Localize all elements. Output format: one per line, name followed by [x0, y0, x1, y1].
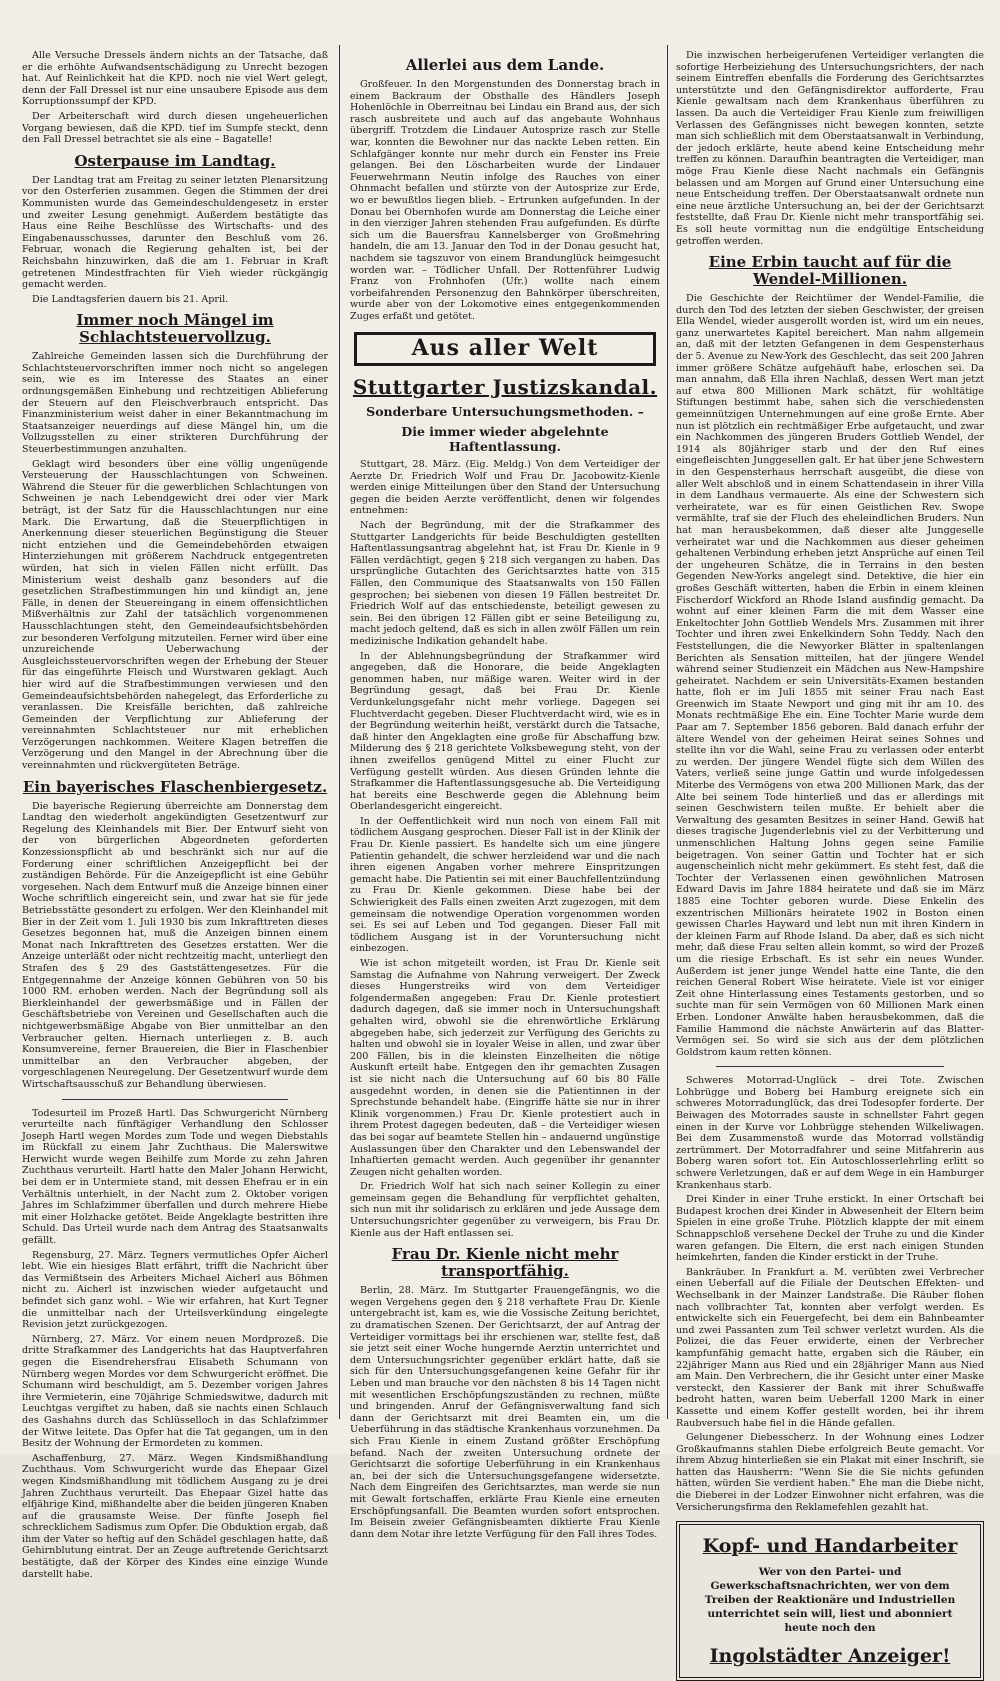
column-left — [22, 50, 328, 1580]
headline: Allerlei aus dem Lande. — [405, 56, 605, 74]
article-paragraph: Die Landtagsferien dauern bis 21. April. — [32, 293, 229, 305]
article-paragraph: Stuttgart, 28. März. (Eig. Meldg.) Von dem Verteidiger der Aerzte Dr. Friedrich Wolf und Frau Dr. Jacobowitz-Kienle werden einige Mitteilungen über den Stand der Untersuchung gegen die beiden Aerzte veröffentlicht, denen wir folgendes entnehmen: — [350, 459, 660, 517]
article-paragraph: Berlin, 28. März. Im Stuttgarter Frauengefängnis, wo die wegen Vergehens gegen den § 218 verhaftete Frau Dr. Kienle untergebracht ist, kam es, wie die Vossische Zeitung berichtet, zu dramatischen Szenen. Der Gerichtsarzt, der auf Antrag der Verteidiger vormittags bei ihr erschienen war, stellte fest, daß sie jetzt seit einer Woche hungernde Aerztin unterrichtet und dem Untersuchungsrichter gegenüber erklärt hatte, daß sie sich für den Untersuchungsgefangenen keine Gefahr für ihr Leben und man brauche vor den nächsten 8 bis 14 Tagen nicht mit wesentlichen Erschöpfungszuständen zu rechnen, müßte und bringenden. Anruf der Gefängnisverwaltung fand sich dann der Gerichtsarzt mit drei Beamten ein, um die Ueberführung in das städtische Krankenhaus vorzunehmen. Da sich Frau Kienle in einem Zustand größter Erschöpfung befand. Nach der zweiten Untersuchung ordnete der Gerichtsarzt die sofortige Ueberführung in ein Krankenhaus an, bei der sich die Untersuchungsgefangene widersetzte. Nach dem Eingreifen des Gerichtsarztes, man werde sie nun mit Gewalt fortschaffen, erklärte Frau Kienle eine erneuten Erschöpfungsanfall. Die Beamten wurden sofort entsprochen. Im Beisein zweier Gefängnisbeamten diktierte Frau Kienle dann dem Notar ihre letzte Verfügung für den Fall ihres Todes. — [350, 1285, 660, 1540]
article-paragraph: Die Geschichte der Reichtümer der Wendel-Familie, die durch den Tod des letzten der sieben Geschwister, der greisen Ella Wendel, wieder ausgerollt worden ist, wird um ein neues, ganz unerwartetes Kapitel bereichert. Man nahm allgemein an, daß mit der letzten Gefangenen in dem Gespensterhaus der 5. Avenue zu New-York des Geschlecht, das seit 200 Jahren immer größere Schätze aufgehäuft habe, erloschen sei. Da man annahm, daß Ella ihren Nachlaß, dessen Wert man jetzt auf etwa 800 Millionen Mark schätzt, für wohltätige Stiftungen bestimmt habe, sahen sich die verschiedensten gemeinnützigen Unternehmungen auf eine große Ernte. Aber nun ist plötzlich ein rechtmäßiger Erbe aufgetaucht, und zwar ein Nachkommen des jüngeren Bruders Gottlieb Wendel, der 1914 als 80jähriger starb und der den Ruf eines eingefleischten Junggesellen galt. Er hat über jene Schwestern in den Gespensterhaus herrschaft ausgeübt, die diese von aller Welt abschloß und in einem Schattendasein in ihrer Villa in dem Landhaus vermauerte. Als eine der Schwestern sich verheiratete, war es für einen Geistlichen Rev. Swope vermählte, traf sie der Fluch des eheleindlichen Bruders. Nun hat man herausbekommen, daß dieser alte Junggeselle verheiratet war und die Nachkommen aus dieser geheimen gehaltenen Verbindung erheben jetzt Ansprüche auf einen Teil der ungeheuren Schätze, die in Terrains in den besten Gegenden New-Yorks angelegt sind. Detektive, die hier ein großes Geschäft witterten, haben die Erbin in einem kleinen Fischerdorf Wickford an Rhode Island ausfindig gemacht. Da wohnt auf einer kleinen Farm die mit dem Wasser eine Enkeltochter John Gottlieb Wendels Mrs. Zusammen mit ihrer Tochter und ihren zwei Enkelkindern Sohn Teddy. Nach den Feststellungen, die die Newyorker Blätter in spaltenlangen Berichten als Sensation mitteilen, hat der jüngere Wendel während seiner Studienzeit ein Mädchen aus New-Hampshire geheiratet. Nachdem er sein Universitäts-Examen bestanden hatte, floh er im Juli 1855 mit seiner Frau nach East Greenwich im Staate Newport und ging mit ihr am 10. des Monats rechtmäßige Ehe ein. Eine Tochter Marie wurde dem Paar am 7. September 1856 geboren. Bald danach erfuhr der ältere Wendel von der geheimen Heirat seines Sohnes und stellte ihn vor die Wahl, seine Frau zu verlassen oder enterbt zu werden. Der jüngere Wendel fügte sich dem Willen des Vaters, verließ seine junge Gattin und wurde infolgedessen Miterbe des Vermögens von etwa 200 Millionen Mark, das der Alte bei seinem Tode hinterließ und das er allerdings mit seinen Geschwistern teilen mußte. Er behielt aber die Verwaltung des gesamten Besitzes in seiner Hand. Gewiß hat dieses tragische Jugenderlebnis viel zu der Verbitterung und unmenschlichen Haltung Johns gegen seine Familie beigetragen. Von seiner Gattin und Tochter hat er sich augenscheinlich nicht mehr gekümmert. Es steht fest, daß die Tochter der Verlassenen einen gewöhnlichen Matrosen Edward Davis im Jahre 1884 heiratete und daß sie im März 1885 eine Tochter geboren wurde. Diese Enkelin des exzentrischen Millionärs heiratete 1902 in Boston einen gewissen Charles Hayward und lebt nun mit ihren Kindern in der kleinen Farm auf Rhode Island. Da aber, daß es sich nicht mehr, daß diese Frau selten allein kommt, so wird der Prozeß um die riesige Erbschaft. Es ist sehr ein neues Wunder. Außerdem ist jener junge Wendel hatte eine Tante, die den reichen General Robert Wise heiratete. Viele ist vor einiger Zeit ohne Hinterlassung eines Testaments gestorben, und so suchte man für sein Vermögen von 60 Millionen Mark einen Erben. Londoner Anwälte haben herausbekommen, daß die Familie Hammond die nächste Anwärterin auf das Blatter-Vermögen sei. So wird sie sich aus der dem plötzlichen Goldstrom kaum retten können. — [676, 293, 984, 1058]
subheadline: Sonderbare Untersuchungsmethoden. – — [366, 404, 644, 420]
column-middle — [350, 50, 660, 1540]
article-paragraph: Regensburg, 27. März. Tegners vermutliches Opfer Aicherl lebt. Wie ein hiesiges Blatt erfährt, trifft die Nachricht über das Vermißtsein des Arbeiters Michael Aicherl aus Böhmen nicht zu. Aicherl ist inzwischen wieder aufgetaucht und befindet sich ganz wohl. – Wie wir erfahren, hat Kurt Tegner die unmittelbar nach der Urteilsverkündung eingelegte Revision jetzt zurückgezogen. — [22, 1249, 328, 1331]
headline: Osterpause im Landtag. — [74, 151, 276, 170]
article-paragraph: In der Ablehnungsbegründung der Strafkammer wird angegeben, daß die Honorare, die beide Angeklagten genommen haben, nur mäßige waren. Weiter wird in der Begründung gesagt, daß bei Frau Dr. Kienle Verdunkelungsgefahr nicht mehr vorliege. Dagegen sei Fluchtverdacht gegeben. Dieser Fluchtverdacht wird, wie es in der Begründung weiterhin heißt, verstärkt durch die Tatsache, daß hinter den Angeklagten eine große für Abschaffung bzw. Milderung des § 218 gerichtete Volksbewegung steht, von der ihnen zweifellos genügend Mittel zu einer Flucht zur Verfügung gestellt würden. Aus diesen Gründen lehnte die Strafkammer die Haftentlassungsgesuche ab. Die Verteidigung hat bereits eine Beschwerde gegen die Ablehnung beim Oberlandesgericht eingereicht. — [350, 650, 660, 813]
ad-newspaper-name: Ingolstädter Anzeiger! — [709, 1645, 951, 1668]
article-paragraph: Die bayerische Regierung überreichte am Donnerstag dem Landtag den wiederholt angekündigten Gesetzentwurf zur Regelung des Kleinhandels mit Bier. Der Entwurf sieht von der von bürgerlichen Abgeordneten geforderten Konzessionspflicht ab und beschränkt sich nur auf die Forderung einer schriftlichen Anzeigepflicht bei der zuständigen Behörde. Für die Anzeigepflicht ist eine Gebühr vorgesehen. Nach dem Entwurf muß die Anzeige binnen einer Woche schriftlich eingereicht sein, und zwar hat sie für jede Betriebsstätte gesondert zu erfolgen. Wer den Kleinhandel mit Bier in der Zeit vom 1. Juli 1930 bis zum Inkrafttreten dieses Gesetzes begonnen hat, muß die Anzeigen binnen einem Monat nach Inkrafttreten des Gesetzes erstatten. Wer die Anzeige unterläßt oder nicht rechtzeitig macht, unterliegt den Strafen des § 29 des Gaststättengesetzes. Für die Entgegennahme der Anzeige können Gebühren von 50 bis 1000 RM. erhoben werden. Nach der Begründung soll als Bierkleinhandel der gewerbsmäßige und in Fällen der Geschäftsbetriebe von Vereinen und Gesellschaften auch die nichtgewerbsmäßige Abgabe von Bier unmittelbar an den Verbraucher gelten. Hiernach unterliegen z. B. auch Konsumvereine, ferner Brauereien, die Bier in Flaschenbier unmittelbar an den Verbraucher abgeben, der vorgeschlagenen Neuregelung. Der Gesetzentwurf wurde dem Wirtschaftsausschuß zur Behandlung überwiesen. — [22, 800, 328, 1090]
column-rule — [667, 45, 668, 1419]
article-paragraph: Die inzwischen herbeigerufenen Verteidiger verlangten die sofortige Herbeiziehung des Untersuchungsrichters, der nach seinem Eintreffen ebenfalls die Forderung des Gerichtsarztes unterstützte und den Gefängnisdirektor aufforderte, Frau Kienle gewaltsam nach dem Krankenhaus überführen zu lassen. Da auch die Verteidiger Frau Kienle zum freiwilligen Verlassen des Gefängnisses nicht bewegen konnten, setzte man sich schließlich mit dem Oberstaatsanwalt in Verbindung, der jedoch erklärte, heute abend keine Entscheidung mehr treffen zu können. Daraufhin beantragten die Verteidiger, man möge Frau Kienle diese Nacht nachmals ein Gefängnis belassen und am Morgen auf Grund einer Untersuchung eine neue Entscheidung treffen. Der Oberstaatsanwalt ordnete nun eine neue ärztliche Untersuchung an, bei der der Gerichtsarzt feststellte, daß Frau Dr. Kienle nicht mehr transportfähig sei. Es soll heute vormittag nun die endgültige Entscheidung getroffen werden. — [676, 50, 984, 247]
headline: Frau Dr. Kienle nicht mehr transportfähig. — [391, 1245, 619, 1281]
column-rule — [339, 45, 340, 1419]
article-paragraph: Gelungener Diebesscherz. In der Wohnung eines Lodzer Großkaufmanns stahlen Diebe erfolgreich Beute gemacht. Vor ihrem Abzug hinterließen sie ein Plakat mit einer Inschrift, sie hatten das Hausherrn: "Wenn Sie die Sie nichts gefunden hätten, würden Sie verdient haben." Ehe man die Diebe nicht, die Dieberei in der Lodzer Einwohner nicht erfahren, was die Versicherungsfirma den Reklamefehlen gezahlt hat. — [676, 1432, 984, 1513]
headline: Ein bayerisches Flaschenbiergesetz. — [22, 777, 328, 796]
article-paragraph: Der Arbeiterschaft wird durch diesen ungeheuerlichen Vorgang bewiesen, daß die KPD. tief im Sumpfe steckt, denn den Fall Dressel betrachtet sie als eine – Bagatelle! — [22, 110, 328, 146]
section-banner: Aus aller Welt — [354, 332, 656, 366]
separator — [62, 1099, 288, 1100]
article-paragraph: Großfeuer. In den Morgenstunden des Donnerstag brach in einem Backraum der Obsthalle des Händlers Joseph Hohenlöchle in Oberreitnau bei Lindau ein Brand aus, der sich rasch ausbreitete und auch auf das angebaute Wohnhaus übergriff. Trotzdem die Lindauer Autosprize rasch zur Stelle war, konnten die Bewohner nur das nackte Leben retten. Ein Schlafgänger konnte nur mehr durch ein Fenster ins Freie gelangen. Bei den Löscharbeiten wurde der Lindauer Feuerwehrmann Neutin infolge des Rauches von einer Ohnmacht befallen und stürzte von der Autosprize zur Erde, wo er bewußtlos liegen blieb. – Ertrunken aufgefunden. In der Donau bei Obernhofen wurde am Donnerstag die Leiche einer in den vierziger Jahren stehenden Frau aufgefunden. Es dürfte sich um die Bauersfrau Kannelsberger von Großmehring handeln, die am 13. Januar den Tod in der Donau gesucht hat, nachdem sie tagszuvor von einem Brandunglück heimgesucht worden war. – Tödlicher Unfall. Der Rottenführer Ludwig Franz von Frohnhofen (Ufr.) wollte nach einem vorbeifahrenden Personenzug den Bahnkörper überschreiten, wurde aber von der Lokomotive eines entgegenkommenden Zuges erfaßt und getötet. — [350, 79, 660, 322]
article-paragraph: Wie ist schon mitgeteilt worden, ist Frau Dr. Kienle seit Samstag die Aufnahme von Nahrung verweigert. Der Zweck dieses Hungerstreiks wird von dem Verteidiger folgendermaßen angegeben: Frau Dr. Kienle protestiert dadurch dagegen, daß sie immer noch in Untersuchungshaft gehalten wird, obwohl sie die ehrenwörtliche Erklärung abgegeben habe, sich jederzeit zur Verfügung des Gerichts zu halten und obwohl sie in loyaler Weise in allen, und zwar über 200 Fällen, bis in die kleinsten Einzelheiten die nötige Auskunft erteilt habe. Entgegen den ihr gemachten Zusagen ist sie nicht nach die Untersuchung auf 60 bis 80 Fälle ausgedehnt worden, in denen sie die Patientinnen in der Sprechstunde behandelt habe. (Eingriffe hätte sie nur in ihrer Klinik vorgenommen.) Frau Dr. Kienle protestiert auch in ihrem Protest dagegen bedeuten, daß – die Verteidiger wiesen das bei sogar auf beamtete Stellen hin – andauernd ungünstige Auslassungen über den Charakter und den Lebenswandel der Inhaftierten gemacht werden. Auch gegenüber ihr genannter Zeugen nicht gehalten worden. — [350, 958, 660, 1178]
article-paragraph: Todesurteil im Prozeß Hartl. Das Schwurgericht Nürnberg verurteilte nach fünftägiger Verhandlung den Schlosser Joseph Hartl wegen Mordes zum Tode und wegen Diebstahls im Rückfall zu einem Jahr Zuchthaus. Die Malerswitwe Herwicht wurde wegen Beihilfe zum Morde zu zehn Jahren Zuchthaus verurteilt. Hartl hatte den Maler Johann Herwicht, bei dem er in Untermiete stand, mit dessen Ehefrau er in ein Verhältnis unterhielt, in der Nacht zum 2. Oktober vorigen Jahres im Schlafzimmer überfallen und durch mehrere Hiebe mit einer Holzhacke getötet. Beide Angeklagte bestritten ihre Schuld. Das Urteil wurde nach dem Antrag des Staatsanwalts gefällt. — [22, 1107, 328, 1247]
article-paragraph: In der Oeffentlichkeit wird nun noch von einem Fall mit tödlichem Ausgang gesprochen. Dieser Fall ist in der Klinik der Frau Dr. Kienle passiert. Es handelte sich um eine jüngere Patientin gehandelt, die schwer herzleidend war und die nach ihren eigenen Angaben vorher mehrere Einspritzungen gemacht habe. Die Patientin sei mit einer Bauchfellentzündung zu Frau Dr. Kienle gekommen. Diese habe bei der Schwierigkeit des Falls einen zweiten Arzt zugezogen, mit dem gemeinsam die notwendige Operation vorgenommen worden sei. Es sei auf Leben und Tod gegangen. Dieser Fall mit tödlichem Ausgang ist in der Voruntersuchung nicht einbezogen. — [350, 815, 660, 955]
headline: Eine Erbin taucht auf für die Wendel-Millionen. — [708, 253, 952, 289]
article-paragraph: Aschaffenburg, 27. März. Wegen Kindsmißhandlung Zuchthaus. Vom Schwurgericht wurde das Ehepaar Gizel wegen Kindsmißhandlung mit tödlichem Ausgang zu je drei Jahren Zuchthaus verurteilt. Das Ehepaar Gizel hatte das elfjährige Kind, mißhandelte aber die beiden jüngeren Knaben auf die grausamste Weise. Der fünfte Joseph fiel schrecklichem Sadismus zum Opfer. Die Obduktion ergab, daß ihm der Vater so heftig auf den Schädel geschlagen hatte, daß Gehirnblutung eintrat. Der an Zeuge auftretende Gerichtsarzt bestätigte, daß der Körper des Kindes eine einzige Wunde darstellt habe. — [22, 1452, 328, 1580]
article-paragraph: Alle Versuche Dressels ändern nichts an der Tatsache, daß er die erhöhte Aufwandsentschädigung zu Unrecht bezogen hat. Auf Reinlichkeit hat die KPD. noch nie viel Wert gelegt, denn der Fall Dressel ist nur eine unsaubere Episode aus dem Korruptionssumpf der KPD. — [22, 50, 328, 108]
article-paragraph: Nach der Begründung, mit der die Strafkammer des Stuttgarter Landgerichts für beide Beschuldigten gestellten Haftentlassungsantrag abgelehnt hat, ist Frau Dr. Kienle in 9 Fällen verdächtigt, gegen § 218 sich vergangen zu haben. Das ursprüngliche Gutachten des Gerichtsarztes hatte von 315 Fällen, den Communique des Staatsanwalts von 150 Fällen gesprochen; bei siebenen von diesen 19 Fällen bestreitet Dr. Friedrich Wolf auf das entschiedenste, beteiligt gewesen zu sein. Bei den übrigen 12 Fällen gibt er seine Beteiligung zu, macht jedoch geltend, daß es sich in allen zwölf Fällen um rein medizinische Indikation gehandelt habe. — [350, 520, 660, 647]
headline: Immer noch Mängel im Schlachtsteuervollzug. — [76, 311, 274, 347]
article-paragraph: Geklagt wird besonders über eine völlig ungenügende Versteuerung der Hausschlachtungen von Schweinen. Während die Steuer für die gewerblichen Schlachtungen von Schweinen je nach Lebendgewicht drei oder vier Mark beträgt, ist der Satz für die Hausschlachtungen nur eine Mark. Die Erwartung, daß die Steuerpflichtigen in Anerkennung dieser steuerlichen Begünstigung die Steuer nicht entziehen und die Gemeindebehörden etwaigen Hinterziehungen mit größerem Nachdruck entgegentreten würden, hat sich in vielen Fällen nicht erfüllt. Das Ministerium weist deshalb ganz besonders auf die gesetzlichen Strafbestimmungen hin und kündigt an, jene Fälle, in denen der Steuereingang in einem offensichtlichen Mißverhältnis zur Zahl der tatsächlich vorgenommenen Hausschlachtungen steht, den Gemeindeaufsichtsbehörden zur besonderen Verfolgung mitzuteilen. Ferner wird über eine unzureichende Ueberwachung der Ausgleichssteuervorschriften wegen der Erhebung der Steuer für das eingeführte Fleisch und Wurstwaren geklagt. Auch hier wird auf die Strafbestimmungen verwiesen und den Gemeindeaufsichtsbehörden nahegelegt, das Erforderliche zu veranlassen. Die Kreisfälle berichten, daß zahlreiche Gemeinden der Verpflichtung zur Ablieferung der vereinnahmten Schlachtsteuer nur mit erheblichen Verzögerungen nachkommen. Weitere Klagen betreffen die Verzögerung und den Mangel in der Abrechnung über die vereinnahmten und rückvergüteten Beträge. — [22, 458, 328, 772]
article-paragraph: Zahlreiche Gemeinden lassen sich die Durchführung der Schlachtsteuervorschriften immer noch nicht so angelegen sein, wie es im Interesse des Staates an einer ordnungsgemäßen Einhebung und rechtzeitigen Ablieferung der Steuern auf den Fleischverbrauch entspricht. Das Finanzministerium weist daher in einer Bekanntmachung im Staatsanzeiger neuerdings auf diese Mängel hin, um die Vollzugsstellen zu einer strikteren Durchführung der Steuerbestimmungen anzuhalten. — [22, 351, 328, 456]
article-paragraph: Drei Kinder in einer Truhe erstickt. In einer Ortschaft bei Budapest krochen drei Kinder in Abwesenheit der Eltern beim Spielen in eine große Truhe. Plötzlich klappte der mit einem Schnappschloß versehene Deckel der Truhe zu und die Kinder waren gefangen. Die Eltern, die erst nach einigen Stunden heimkehrten, fanden die Kinder erstickt in der Truhe. — [676, 1194, 984, 1264]
article-paragraph: Bankräuber. In Frankfurt a. M. verübten zwei Verbrecher einen Ueberfall auf die Filiale der Deutschen Effekten- und Wechselbank in der Mainzer Landstraße. Die Räuber flohen nach vollbrachter Tat, konnten aber verfolgt werden. Es entwickelte sich ein Feuergefecht, bei dem ein Bahnbeamter und zwei Passanten zum Teil schwer verletzt wurden. Als die Polizei, die das Feuer erwiderte, einen der Verbrecher kampfunfähig gemacht hatte, ergaben sich die Räuber, ein 22jähriger Mann aus Ried und ein 28jähriger Mann aus Nied am Main. Den Verbrechern, die ihr Gesicht unter einer Maske versteckt, den Kassierer der Bank mit ihrer Schußwaffe bedroht hatten, waren beim Ueberfall 1200 Mark in einer Kassette und einem Koffer gestellt worden, bei ihr ihrem Raubversuch habe fiel in die Hände gefallen. — [676, 1266, 984, 1429]
headline: Stuttgarter Justizskandal. — [352, 375, 658, 400]
ad-title: Kopf- und Handarbeiter — [702, 1535, 958, 1558]
article-paragraph: Der Landtag trat am Freitag zu seiner letzten Plenarsitzung vor den Osterferien zusammen. Gegen die Stimmen der drei Kommunisten wurde das Gemeindeschuldengesetz in erster und zweiter Lesung genehmigt. Außerdem bestätigte das Haus eine Reihe Beschlüsse des Wirtschafts- und des Eingabenausschusses, darunter den Beschluß vom 26. Februar, wonach die Regierung gehalten ist, bei der Reichsbahn hinzuwirken, daß die am 1. Februar in Kraft getretenen Mindestfrachten für Vieh wieder rückgängig gemacht werden. — [22, 174, 328, 291]
separator — [716, 1066, 944, 1067]
column-right — [676, 50, 984, 1668]
article-paragraph: Schweres Motorrad-Unglück – drei Tote. Zwischen Lohbrügge und Boberg bei Hamburg ereignete sich ein schweres Motorradunglück, das drei Todesopfer forderte. Der Beiwagen des Motorrades sauste in schnellster Fahrt gegen einen in der Kurve vor Lohbrügge stehenden Wilkeliwagen. Bei dem Zusammenstoß wurde das Motorrad vollständig zertrümmert. Der Motorradfahrer und seine Mitfahrerin aus Boberg waren sofort tot. Ein Autoschlosserlehrling erlitt so schwere Verletzungen, daß er auf dem Wege in ein Hamburger Krankenhaus starb. — [676, 1075, 984, 1191]
ad-body: Wer von den Partei- und Gewerkschaftsnachrichten, wer von dem Treiben der Reaktionäre und Industriellen unterrichtet sein will, liest und abonniert heute noch den — [704, 1566, 956, 1635]
article-paragraph: Nürnberg, 27. März. Vor einem neuen Mordprozeß. Die dritte Strafkammer des Landgerichts hat das Hauptverfahren gegen die Eisendrehersfrau Elisabeth Schumann von Nürnberg wegen Mordes vor dem Schwurgericht eröffnet. Die Schumann wird beschuldigt, am 5. Dezember vorigen Jahres ihre Vermieterin, eine 70jährige Schmiedswitwe, dadurch mit Leuchtgas vergiftet zu haben, daß sie nachts einen Schlauch des Gashahns durch das Schlüsselloch in das Schlafzimmer der Witwe leitete. Das Opfer hat die Tat gegangen, um in den Besitz der Wohnung der Ermordeten zu kommen. — [22, 1333, 328, 1450]
advertisement-box — [676, 1521, 984, 1681]
article-paragraph: Dr. Friedrich Wolf hat sich nach seiner Kollegin zu einer gemeinsam gegen die Behandlung für verpflichtet gehalten, sich nun mit ihr solidarisch zu erklären und jede Aussage dem Untersuchungsrichter gegenüber zu verweigern, bis Frau Dr. Kienle aus der Haft entlassen sei. — [350, 1181, 660, 1239]
subheadline: Die immer wieder abgelehnte Haftentlassung. — [401, 424, 609, 455]
